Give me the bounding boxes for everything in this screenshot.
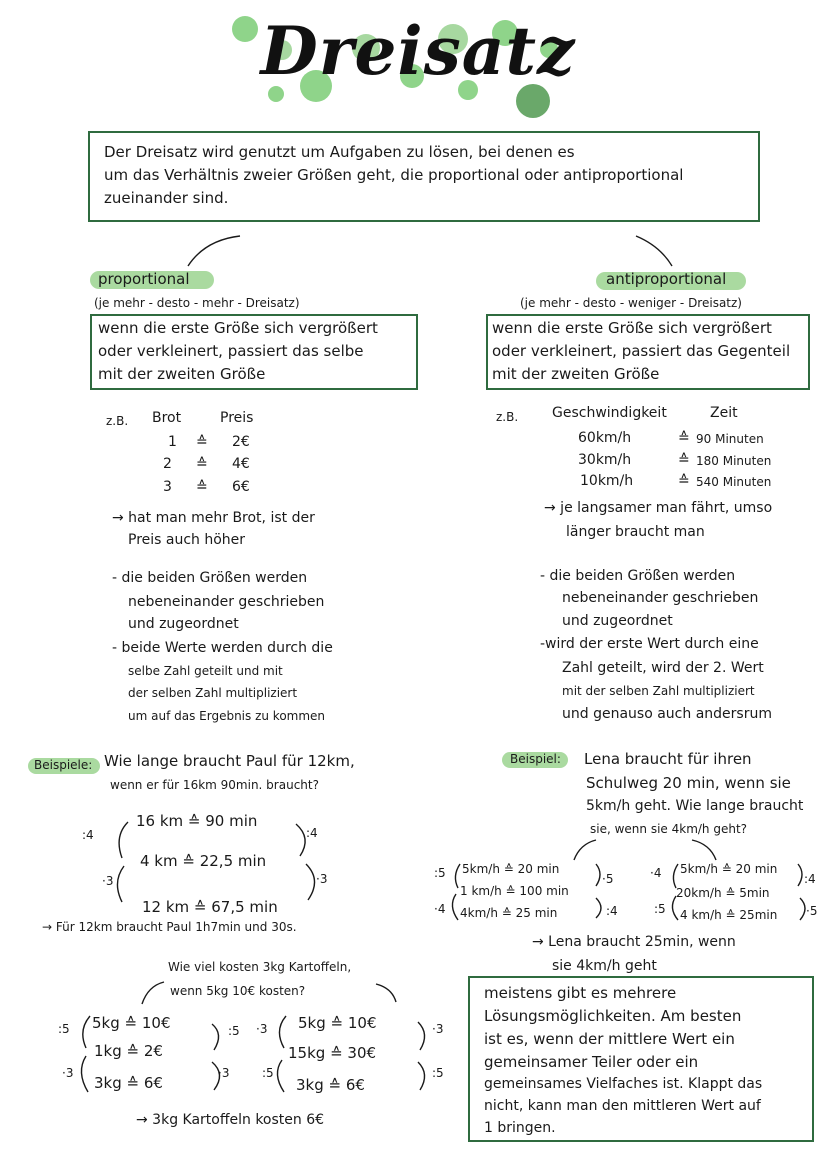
anti-calcB-row: 20km/h ≙ 5min: [676, 886, 770, 900]
table-cell: 90 Minuten: [696, 432, 764, 446]
example-label: z.B.: [496, 410, 519, 424]
rule-line: nebeneinander geschrieben: [562, 590, 759, 606]
answer2: → 3kg Kartoffeln kosten 6€: [136, 1112, 325, 1128]
antiproportional-heading: antiproportional: [606, 270, 727, 288]
op-right: :5: [432, 1066, 444, 1080]
table-header: Preis: [220, 410, 254, 426]
antiproportional-definition-box: [486, 314, 810, 390]
rule-line: Zahl geteilt, wird der 2. Wert: [562, 660, 764, 676]
table-cell: ≙: [678, 452, 690, 468]
table-cell: 2: [163, 456, 172, 472]
rule-line: selbe Zahl geteilt und mit: [128, 664, 283, 678]
anti-calcA-row: 1 km/h ≙ 100 min: [460, 884, 569, 898]
table-header: Brot: [152, 410, 182, 426]
example-tag: Beispiel:: [510, 752, 561, 766]
op-left: :5: [654, 902, 666, 916]
rule-line: und genauso auch andersrum: [562, 706, 772, 722]
table-cell: ≙: [196, 434, 208, 450]
calcA-row: 5kg ≙ 10€: [92, 1014, 171, 1032]
anti-calcA-row: 4km/h ≙ 25 min: [460, 906, 558, 920]
op-right: :5: [228, 1024, 240, 1038]
table-cell: 30km/h: [578, 452, 632, 468]
question2-line: Wie viel kosten 3kg Kartoffeln,: [168, 960, 352, 974]
op-left: ·3: [62, 1066, 74, 1080]
rule-line: -wird der erste Wert durch eine: [540, 636, 759, 652]
calc-row: 4 km ≙ 22,5 min: [140, 852, 267, 870]
tip-box: [468, 976, 814, 1142]
table-cell: 10km/h: [580, 473, 634, 489]
op-left: ·3: [102, 874, 114, 888]
op-left: :4: [82, 828, 94, 842]
question-line: sie, wenn sie 4km/h geht?: [590, 822, 748, 836]
op-left: :5: [434, 866, 446, 880]
table-cell: 1: [168, 434, 177, 450]
tip-line: gemeinsames Vielfaches ist. Klappt das: [484, 1076, 763, 1092]
op-right: ·3: [218, 1066, 230, 1080]
anti-answer-line: → Lena braucht 25min, wenn: [532, 934, 736, 950]
tip-line: gemeinsamer Teiler oder ein: [484, 1053, 699, 1071]
op-right: ·5: [602, 872, 614, 886]
table-cell: ≙: [678, 430, 690, 446]
calc-row: 16 km ≙ 90 min: [136, 812, 258, 830]
op-right: :4: [804, 872, 816, 886]
definition-line: oder verkleinert, passiert das Gegenteil: [492, 342, 791, 360]
table-cell: ≙: [196, 456, 208, 472]
conclusion-line: Preis auch höher: [128, 532, 246, 548]
anti-calcB-row: 5km/h ≙ 20 min: [680, 862, 778, 876]
tip-line: meistens gibt es mehrere: [484, 984, 677, 1002]
conclusion-line: → je langsamer man fährt, umso: [544, 500, 773, 516]
calc-row: 12 km ≙ 67,5 min: [142, 898, 278, 916]
calcB-row: 5kg ≙ 10€: [298, 1014, 377, 1032]
calcB-row: 3kg ≙ 6€: [296, 1076, 365, 1094]
calcB-row: 15kg ≙ 30€: [288, 1044, 377, 1062]
tip-line: Lösungsmöglichkeiten. Am besten: [484, 1007, 742, 1025]
tip-line: ist es, wenn der mittlere Wert ein: [484, 1030, 735, 1048]
rule-line: der selben Zahl multipliziert: [128, 686, 298, 700]
conclusion-line: länger braucht man: [566, 524, 705, 540]
rule-line: - beide Werte werden durch die: [112, 640, 333, 656]
tip-line: 1 bringen.: [484, 1120, 556, 1136]
question-line: Wie lange braucht Paul für 12km,: [104, 752, 355, 770]
rule-line: und zugeordnet: [128, 616, 239, 632]
op-right: :4: [606, 904, 618, 918]
definition-line: wenn die erste Größe sich vergrößert: [492, 319, 772, 337]
intro-line: Der Dreisatz wird genutzt um Aufgaben zu lösen, bei denen es: [104, 143, 575, 161]
op-left: ·4: [434, 902, 446, 916]
table-cell: 6€: [232, 479, 250, 495]
rule-line: mit der selben Zahl multipliziert: [562, 684, 755, 698]
table-cell: ≙: [678, 473, 690, 489]
rule-line: und zugeordnet: [562, 613, 673, 629]
rule-line: nebeneinander geschrieben: [128, 594, 325, 610]
tip-line: nicht, kann man den mittleren Wert auf: [484, 1098, 761, 1114]
proportional-heading: proportional: [98, 270, 190, 288]
question2-arc: [134, 978, 404, 1008]
anti-calcA-row: 5km/h ≙ 20 min: [462, 862, 560, 876]
question-line: Schulweg 20 min, wenn sie: [586, 774, 791, 792]
table-header: Geschwindigkeit: [552, 405, 667, 421]
calcA-row: 3kg ≙ 6€: [94, 1074, 163, 1092]
definition-line: wenn die erste Größe sich vergrößert: [98, 319, 378, 337]
table-header: Zeit: [710, 405, 738, 421]
calcA-row: 1kg ≙ 2€: [94, 1042, 163, 1060]
question2-line: wenn 5kg 10€ kosten?: [170, 984, 306, 998]
rule-line: - die beiden Größen werden: [112, 570, 308, 586]
table-cell: 3: [163, 479, 172, 495]
answer: → Für 12km braucht Paul 1h7min und 30s.: [42, 920, 297, 934]
intro-line: zueinander sind.: [104, 189, 229, 207]
table-cell: ≙: [196, 479, 208, 495]
question-line: wenn er für 16km 90min. braucht?: [110, 778, 319, 792]
page-title: Dreisatz: [260, 12, 576, 90]
table-cell: 60km/h: [578, 430, 632, 446]
proportional-definition-box: [90, 314, 418, 390]
proportional-subheading: (je mehr - desto - mehr - Dreisatz): [94, 296, 300, 310]
question-line: 5km/h geht. Wie lange braucht: [586, 798, 804, 814]
question-line: Lena braucht für ihren: [584, 750, 752, 768]
definition-line: mit der zweiten Größe: [98, 365, 266, 383]
definition-line: mit der zweiten Größe: [492, 365, 660, 383]
op-left: ·3: [256, 1022, 268, 1036]
table-cell: 2€: [232, 434, 250, 450]
branch-arc-left: [180, 230, 250, 270]
op-left: ·4: [650, 866, 662, 880]
antiproportional-subheading: (je mehr - desto - weniger - Dreisatz): [520, 296, 742, 310]
definition-line: oder verkleinert, passiert das selbe: [98, 342, 364, 360]
anti-answer-line: sie 4km/h geht: [552, 958, 657, 974]
conclusion-line: → hat man mehr Brot, ist der: [112, 510, 315, 526]
intro-box: [88, 131, 760, 222]
op-right: ·3: [432, 1022, 444, 1036]
rule-line: - die beiden Größen werden: [540, 568, 736, 584]
intro-line: um das Verhältnis zweier Größen geht, die proportional oder antiproportional: [104, 166, 684, 184]
example-tag: Beispiele:: [34, 758, 93, 772]
op-right: ·3: [316, 872, 328, 886]
op-left: :5: [262, 1066, 274, 1080]
op-right: ·5: [806, 904, 818, 918]
table-cell: 540 Minuten: [696, 475, 772, 489]
table-cell: 4€: [232, 456, 250, 472]
op-right: :4: [306, 826, 318, 840]
op-left: :5: [58, 1022, 70, 1036]
branch-arc-right: [630, 232, 680, 272]
example-label: z.B.: [106, 414, 129, 428]
rule-line: um auf das Ergebnis zu kommen: [128, 709, 326, 723]
anti-calcB-row: 4 km/h ≙ 25min: [680, 908, 778, 922]
table-cell: 180 Minuten: [696, 454, 772, 468]
